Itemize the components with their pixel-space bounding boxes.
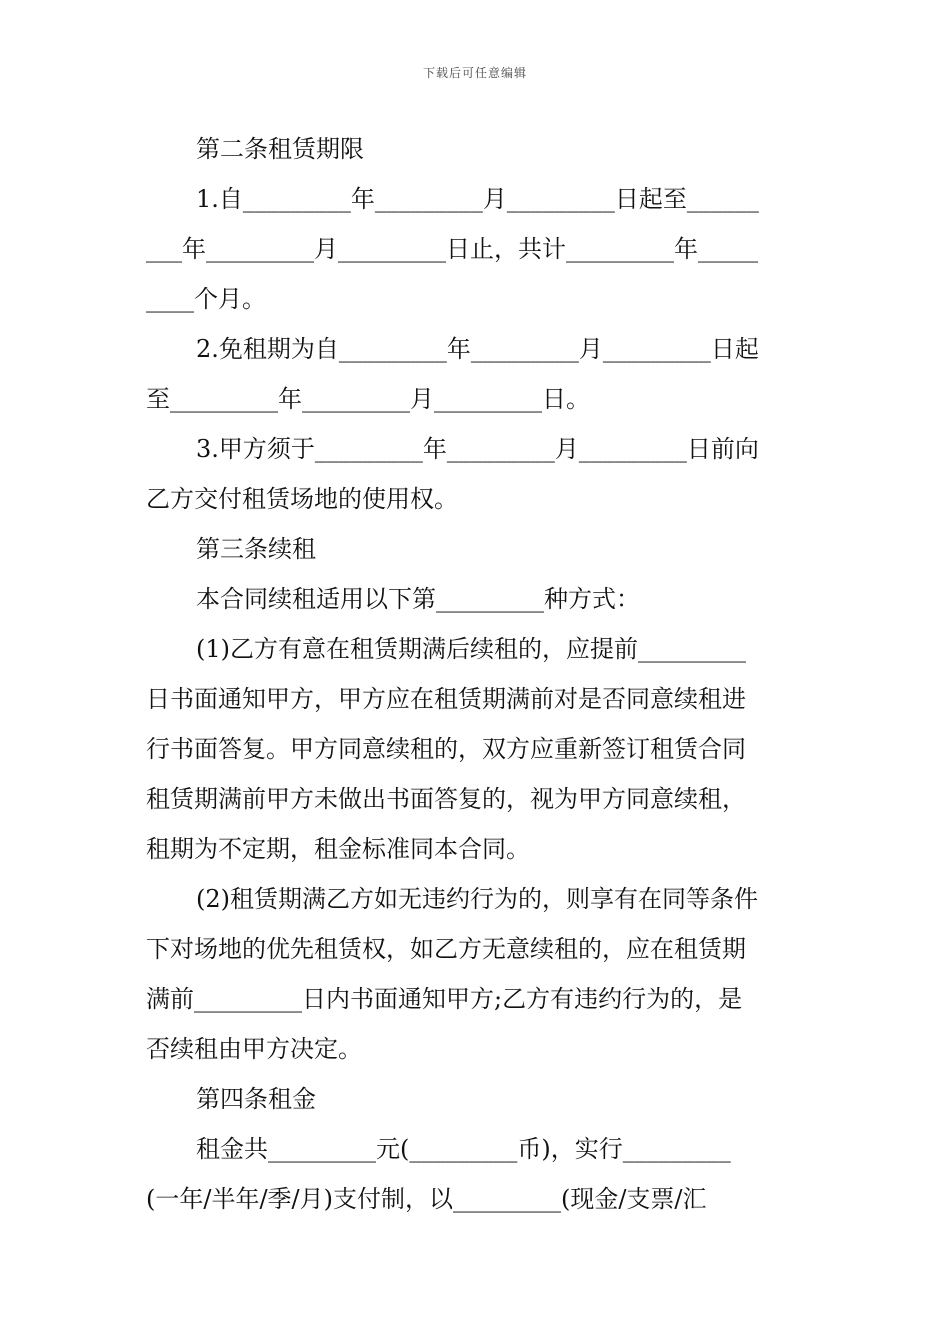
clause-2-3-line-2: 乙方交付租赁场地的使用权。 bbox=[146, 485, 458, 513]
clause-4-line-1: 租金共_________元(_________币)，实行_________ bbox=[196, 1135, 731, 1163]
clause-2-3-line-1: 3.甲方须于_________年_________月_________日前向 bbox=[196, 435, 759, 463]
clause-2-2-line-1: 2.免租期为自_________年_________月_________日起 bbox=[196, 335, 759, 363]
clause-3-2-line-2: 下对场地的优先租赁权，如乙方无意续租的，应在租赁期 bbox=[146, 935, 746, 963]
page-header-note: 下载后可任意编辑 bbox=[422, 66, 527, 80]
clause-3-1-line-1: (1)乙方有意在租赁期满后续租的，应提前_________ bbox=[196, 635, 746, 663]
clause-4-line-2: (一年/半年/季/月)支付制，以_________(现金/支票/汇 bbox=[146, 1185, 707, 1213]
section-3-intro: 本合同续租适用以下第_________种方式： bbox=[196, 585, 640, 613]
clause-3-2-line-3: 满前_________日内书面通知甲方;乙方有违约行为的，是 bbox=[146, 985, 743, 1013]
clause-2-1-line-2: ___年_________月_________日止，共计_________年_____ bbox=[146, 235, 758, 263]
clause-2-1-line-3: ____个月。 bbox=[146, 285, 266, 313]
clause-3-1-line-5: 租期为不定期，租金标准同本合同。 bbox=[146, 835, 530, 863]
clause-3-2-line-1: (2)租赁期满乙方如无违约行为的，则享有在同等条件 bbox=[196, 885, 758, 913]
section-2-title: 第二条租赁期限 bbox=[196, 135, 364, 163]
clause-2-2-line-2: 至_________年_________月_________日。 bbox=[146, 385, 590, 413]
section-3-title: 第三条续租 bbox=[196, 535, 316, 563]
clause-3-1-line-3: 行书面答复。甲方同意续租的，双方应重新签订租赁合同 bbox=[146, 735, 746, 763]
section-4-title: 第四条租金 bbox=[196, 1085, 316, 1113]
clause-3-1-line-4: 租赁期满前甲方未做出书面答复的，视为甲方同意续租， bbox=[146, 785, 746, 813]
clause-3-1-line-2: 日书面通知甲方，甲方应在租赁期满前对是否同意续租进 bbox=[146, 685, 746, 713]
clause-2-1-line-1: 1.自_________年_________月_________日起至______ bbox=[196, 185, 759, 213]
clause-3-2-line-4: 否续租由甲方决定。 bbox=[146, 1035, 362, 1063]
